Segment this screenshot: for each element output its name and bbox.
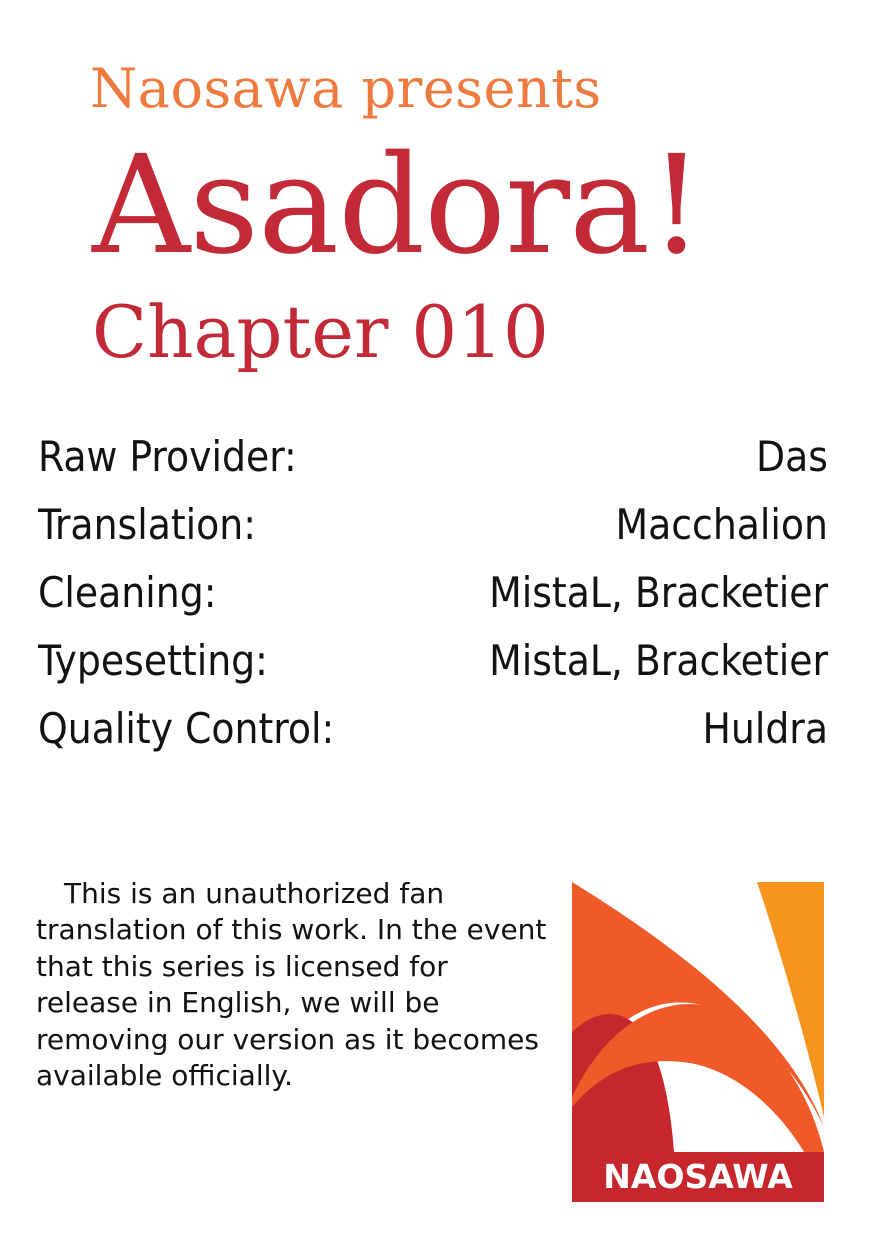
- credit-label: Quality Control:: [38, 704, 335, 753]
- credit-value: Macchalion: [615, 500, 828, 549]
- credit-row-typesetting: [38, 636, 828, 708]
- disclaimer-text: This is an unauthorized fan translation of this work. In the event that this series is licensed for release in English, we will be removing our version as it becomes available officially.: [36, 877, 547, 1092]
- logo-text: NAOSAWA: [572, 1152, 824, 1202]
- credit-label: Cleaning:: [38, 568, 217, 617]
- chapter-number: Chapter 010: [92, 290, 549, 374]
- credit-value: Huldra: [702, 704, 828, 753]
- naosawa-logo: [572, 882, 824, 1202]
- credit-row-quality-control: [38, 704, 828, 776]
- credit-label: Translation:: [38, 500, 256, 549]
- credit-row-translation: [38, 500, 828, 572]
- credit-value: MistaL, Bracketier: [489, 636, 828, 685]
- credit-label: Raw Provider:: [38, 432, 297, 481]
- credit-value: Das: [756, 432, 828, 481]
- credit-value: MistaL, Bracketier: [489, 568, 828, 617]
- credit-row-cleaning: [38, 568, 828, 640]
- presents-heading: Naosawa presents: [90, 57, 602, 120]
- credit-row-raw-provider: [38, 432, 828, 504]
- credits-list: [38, 432, 828, 776]
- credit-label: Typesetting:: [38, 636, 268, 685]
- naosawa-logo-icon: [572, 882, 824, 1152]
- series-title: Asadora!: [92, 127, 703, 285]
